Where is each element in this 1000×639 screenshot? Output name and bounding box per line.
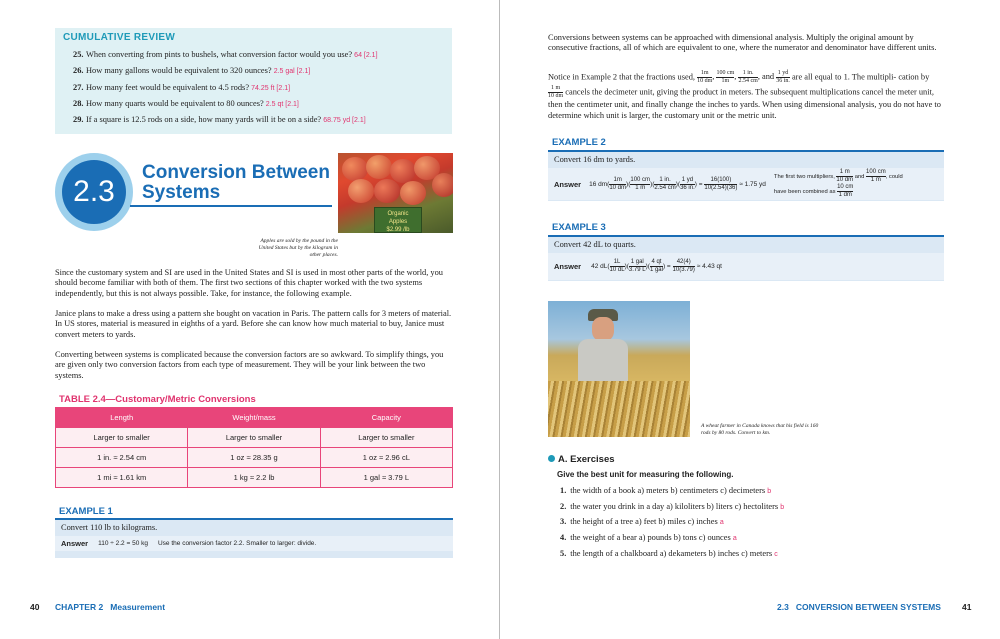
fraction-den: 2.54 cm <box>654 184 676 191</box>
example-2-box <box>548 150 944 201</box>
table-title: TABLE 2.4—Customary/Metric Conversions <box>59 394 256 405</box>
paragraph-3: Converting between systems is complicated because the conversion factors are so awkward. To simplify things, you are given only two conversion factors from each type of measurement. They will be your link between the two systems. <box>55 350 444 380</box>
table-header-cell: Weight/mass <box>188 408 320 428</box>
paren-fraction <box>607 176 631 191</box>
organic-apples-sign: Organic Apples $2.99 /lb <box>374 207 422 233</box>
exercise-number: 3. <box>560 517 567 527</box>
paren-fraction <box>645 259 666 273</box>
example-1-box <box>55 518 453 558</box>
review-item-number: 26. <box>73 66 84 76</box>
example-2-note-combined <box>837 184 853 199</box>
example-3-question: Convert 42 dL to quarts. <box>554 240 636 249</box>
table-cell: 1 kg ≈ 2.2 lb <box>188 468 320 488</box>
review-item-answer: 2.5 gal [2.1] <box>273 68 311 76</box>
table-cell: 1 mi ≈ 1.61 km <box>56 468 188 488</box>
paren-fraction <box>675 176 697 191</box>
example-3-start: 42 dL <box>591 263 608 271</box>
apples-photo <box>338 153 453 233</box>
table-header-cell: Capacity <box>320 408 452 428</box>
intro-fraction-num: 1 yd <box>777 70 789 76</box>
example-2-note-fraction <box>866 169 886 184</box>
example-1-answer: Answer 110 ÷ 2.2 = 50 kg Use the conversion factor 2.2. Smaller to larger: divide. <box>55 536 453 551</box>
review-item-answer: 64 [2.1] <box>354 52 378 59</box>
paren-open: ( <box>647 263 650 271</box>
paren-close: ) <box>662 263 666 271</box>
example-2-note-a: The first two multipliers, <box>773 174 837 181</box>
exercise-answer: b <box>767 488 772 495</box>
example-2-result-fraction-den: 10(2.54)(36) <box>704 184 738 191</box>
review-item-answer: 2.5 qt [2.1] <box>265 100 299 108</box>
example-2-answer: Answer 16 dm( $\frac{1m}{10 dm}$ )( $\frac{100 cm}{1 m}$ )( $\frac{1 in.}{2.54 cm}$ )( $\frac{1 yd}{36 in.}$ ) = $\frac{16(100)}{10(2.54)(36)}$ ≈ 1.75 yd The first two multipliers, $\frac{1 m}{10 dm}$ and $\frac{100 cm}{1 m}$ , could have been combined as $\frac{10 cm}{1 dm}$ <box>548 168 944 200</box>
footer-section: 2.3 CONVERSION BETWEEN SYSTEMS <box>777 602 941 612</box>
review-item <box>63 80 444 96</box>
example-2-start: 16 dm <box>589 180 608 188</box>
example-2-work <box>589 177 766 192</box>
section-title: Conversion Between Systems <box>142 162 330 203</box>
example-2-note-combined-den: 1 dm <box>838 192 852 198</box>
paren-close: ) <box>650 180 653 188</box>
exercise-answer: b <box>780 503 785 511</box>
bullet-icon <box>548 455 555 462</box>
fraction-num: 4 qt <box>651 259 662 265</box>
fraction <box>610 259 625 274</box>
intro-fraction-den: 2.54 cm <box>738 78 758 84</box>
example-2-note-fraction <box>836 169 853 184</box>
example-2-note-and: and <box>853 174 867 181</box>
farmer-caption: A wheat farmer in Canada knows that his field is 160 rods by 80 rods. Convert to km. <box>701 423 819 436</box>
apples-caption: Apples are sold by the pound in the United States but by the kilogram in other places. <box>258 238 338 258</box>
paren-open: ( <box>652 180 655 188</box>
example-2-result-fraction <box>704 177 737 192</box>
table-cell: 1 oz ≈ 28.35 g <box>188 448 320 468</box>
example-2-title: EXAMPLE 2 <box>552 137 606 148</box>
fraction <box>677 176 695 192</box>
example-3-result-fraction <box>673 259 695 274</box>
exercise-number: 2. <box>560 501 567 511</box>
example-2-result: ≈ 1.75 yd <box>737 180 766 188</box>
intro-fraction <box>738 70 757 85</box>
exercise-text: the width of a book a) meters b) centimeters c) decimeters <box>570 486 768 495</box>
example-3-equals: = <box>665 263 673 271</box>
fraction-num: 1L <box>610 259 625 267</box>
intro-fraction <box>776 70 790 85</box>
exercise-text: the weight of a bear a) pounds b) tons c) ounces <box>570 533 733 543</box>
intro-fraction <box>716 70 734 85</box>
example-3-result-fraction-num: 42(4) <box>673 259 695 267</box>
review-item-number: 29. <box>73 115 84 125</box>
paren-open: ( <box>607 263 610 271</box>
intro-paragraph: Conversions between systems can be approached with dimensional analysis. Multiply the original amount by consecutive fractions, all of which are equivalent to one, where the numerator and denominator have different units. <box>548 33 937 53</box>
fraction-den: 10 dL <box>609 267 625 273</box>
fraction-den: 10 dm <box>609 184 627 191</box>
footer-page-number: 41 <box>962 602 972 612</box>
fraction <box>609 176 629 192</box>
paren-fraction <box>628 176 655 191</box>
exercise-text: the height of a tree a) feet b) miles c) inches <box>570 517 720 527</box>
fraction-num: 1 gal <box>630 259 644 265</box>
review-item-number: 25. <box>73 50 84 59</box>
example-2-note-fraction-den: 10 dm <box>836 177 854 183</box>
intro-fraction-num: 1 in. <box>738 70 757 78</box>
example-2-question: Convert 16 dm to yards. <box>554 155 636 164</box>
right-page <box>501 0 1000 639</box>
footer-chapter: CHAPTER 2 Measurement <box>55 602 166 612</box>
table-row <box>56 468 453 488</box>
exercise-item <box>560 486 771 495</box>
section-title-rule <box>130 205 332 207</box>
example-3-answer: Answer 42 dL( $\frac{1L}{10 dL}$ )( $\frac{\text{1 gal}}{3.79 L}$ )( $\frac{4 qt}{\text{1 gal}}$ ) = $\frac{42(4)}{10(3.79)}$ ≈ 4.43 qt <box>548 253 944 280</box>
review-item <box>63 63 444 79</box>
exercise-number: 4. <box>560 533 567 543</box>
review-item-text: How many quarts would be equivalent to 80 ounces? <box>86 98 266 108</box>
example-3-result-fraction-den: 10(3.79) <box>672 267 695 273</box>
example-1-work: 110 ÷ 2.2 = 50 kg <box>98 540 148 547</box>
table-row <box>56 448 453 468</box>
review-item-text: If a square is 12.5 rods on a side, how many yards will it be on a side? <box>86 115 324 125</box>
example-2-note <box>774 169 904 199</box>
paren-fraction <box>652 176 681 191</box>
review-item-number: 27. <box>73 82 84 92</box>
review-item <box>63 112 444 128</box>
wheat-farmer-photo <box>548 301 690 437</box>
intro-and: and <box>762 72 777 82</box>
exercise-number: 5. <box>560 548 567 558</box>
exercise-item <box>560 502 784 511</box>
example-2-note-fraction-num: 100 cm <box>866 169 886 175</box>
review-item-text: How many gallons would be equivalent to 320 ounces? <box>86 66 274 76</box>
intro-fraction-c-num: 1 m <box>548 85 563 93</box>
table-cell: 1 oz ≈ 2.96 cL <box>320 448 452 468</box>
review-item-text: How many feet would be equivalent to 4.5 rods? <box>86 82 252 92</box>
intro-fraction-den: 10 dm <box>697 78 713 84</box>
paren-close: ) <box>694 180 697 188</box>
example-2-note-combined-num: 10 cm <box>837 184 854 190</box>
table-cell: Larger to smaller <box>320 428 452 448</box>
fraction-den: 36 in. <box>680 184 695 191</box>
intro-fraction-c <box>548 85 563 100</box>
paren-close: ) <box>675 180 678 188</box>
paren-close: ) <box>626 180 629 188</box>
footer-page-number: 40 <box>30 602 40 612</box>
table-row <box>56 428 453 448</box>
exercise-answer: a <box>732 535 737 543</box>
review-item <box>63 96 444 112</box>
intro-fractions: $\frac{1m}{10 dm}$ , $\frac{100 cm}{1m}$ , $\frac{1 in.}{2.54 cm}$ , and $\frac{1 yd}{36 in.}$ <box>697 70 790 84</box>
exercise-item <box>560 517 724 526</box>
review-item-text: When converting from pints to bushels, what conversion factor would you use? <box>86 50 355 59</box>
example-2-note-b: , could have been combined as <box>773 174 903 196</box>
fraction <box>647 259 666 274</box>
example-1-note: Use the conversion factor 2.2. Smaller to larger: divide. <box>157 540 317 547</box>
example-3-result: ≈ 4.43 qt <box>694 263 722 271</box>
exercises-instruction: Give the best unit for measuring the following. <box>557 470 734 479</box>
intro-paragraph-2: Notice in Example 2 that the fractions used, $\frac{1m}{10 dm}$ , $\frac{100 cm}{1m}$ , $\frac{1 in.}{2.54 cm}$ , and $\frac{1 yd}{36 in.}$ are all equal to 1. The multipli- cation by $\frac{1 m}{10 dm}$ cancels the decimeter unit, giving the product in meters. The subsequent multiplications cancel the meter unit, then the centimeter unit, and finally change the inches to yards. When using dimensional analysis, you do not have to determine which unit is larger, the customary unit or the metric unit. <box>548 70 941 120</box>
fraction-num: 1 yd <box>681 176 694 183</box>
example-1-question: Convert 110 lb to kilograms. <box>61 523 158 532</box>
intro-fraction-num: 100 cm <box>716 70 735 76</box>
example-3-box <box>548 235 944 281</box>
exercise-number: 1. <box>560 486 567 495</box>
fraction <box>626 259 646 274</box>
paren-close: ) <box>645 263 648 271</box>
paren-open: ( <box>628 180 631 188</box>
conversion-table <box>55 407 453 488</box>
example-3-title: EXAMPLE 3 <box>552 222 606 233</box>
fraction-den: 1 m <box>635 184 646 191</box>
example-2-note-fraction-den: 1 m <box>870 177 881 183</box>
example-2-result-fraction-num: 16(100) <box>704 177 737 185</box>
paren-open: ( <box>677 180 681 188</box>
example-3-work <box>591 259 722 274</box>
example-2-note-fraction-num: 1 m <box>836 169 853 177</box>
review-item <box>63 47 444 63</box>
paren-open: ( <box>626 263 629 271</box>
table-cell: Larger to smaller <box>56 428 188 448</box>
paren-open: ( <box>607 180 610 188</box>
fraction-num: 1m <box>609 177 626 185</box>
paragraph-1: Since the customary system and SI are used in the United States and SI is used in most other parts of the world, you should become familiar with both of them. The first two sections of this chapter worked with the two systems independently, but this is not always possible. Take, for instance, the following example. <box>55 268 443 298</box>
exercise-answer: a <box>719 519 724 527</box>
review-item-answer: 74.25 ft [2.1] <box>251 84 291 92</box>
exercise-text: the water you drink in a day a) kiloliters b) liters c) hectoliters <box>570 501 781 511</box>
review-item-number: 28. <box>73 98 84 108</box>
cumulative-review-box <box>55 28 452 134</box>
fraction-den: 3.79 L <box>628 267 646 273</box>
paragraph-2: Janice plans to make a dress using a pattern she bought on vacation in Paris. The pattern calls for 3 meters of material. In US stores, material is measured in eighths of a yard. Before she can know how much material to buy, Janice must convert meters to yards. <box>55 309 452 339</box>
exercise-item <box>560 549 778 558</box>
intro-fraction-num: 1m <box>697 70 712 78</box>
exercises-heading: A. Exercises <box>548 454 615 465</box>
fraction-den: 1 gal <box>649 267 663 273</box>
table-cell: Larger to smaller <box>188 428 320 448</box>
exercise-answer: c <box>774 550 778 558</box>
review-item-answer: 68.75 yd [2.1] <box>323 117 366 125</box>
paren-fraction <box>624 259 648 273</box>
exercise-item <box>560 533 737 542</box>
fraction-num: 1 in. <box>654 177 675 185</box>
example-2-equals: = <box>696 180 705 188</box>
intro-fraction-c-den: 10 dm <box>548 93 564 99</box>
section-number: 2.3 <box>62 160 126 224</box>
table-header-cell: Length <box>56 408 188 428</box>
fraction <box>630 176 653 192</box>
intro-fraction-den: 1m <box>721 78 730 84</box>
paren-close: ) <box>624 263 627 271</box>
example-1-title: EXAMPLE 1 <box>59 506 113 517</box>
review-heading: CUMULATIVE REVIEW <box>63 32 176 43</box>
intro-fraction-c <box>548 85 564 99</box>
fraction <box>654 177 675 192</box>
intro-fraction-den: 36 in. <box>776 78 790 84</box>
table-cell: 1 gal ≈ 3.79 L <box>320 468 452 488</box>
paren-fraction <box>607 259 627 273</box>
fraction-num: 100 cm <box>630 176 651 183</box>
intro-fraction <box>697 70 712 85</box>
exercise-text: the length of a chalkboard a) dekameters b) inches c) meters <box>570 548 775 558</box>
table-cell: 1 in. ≈ 2.54 cm <box>56 448 188 468</box>
